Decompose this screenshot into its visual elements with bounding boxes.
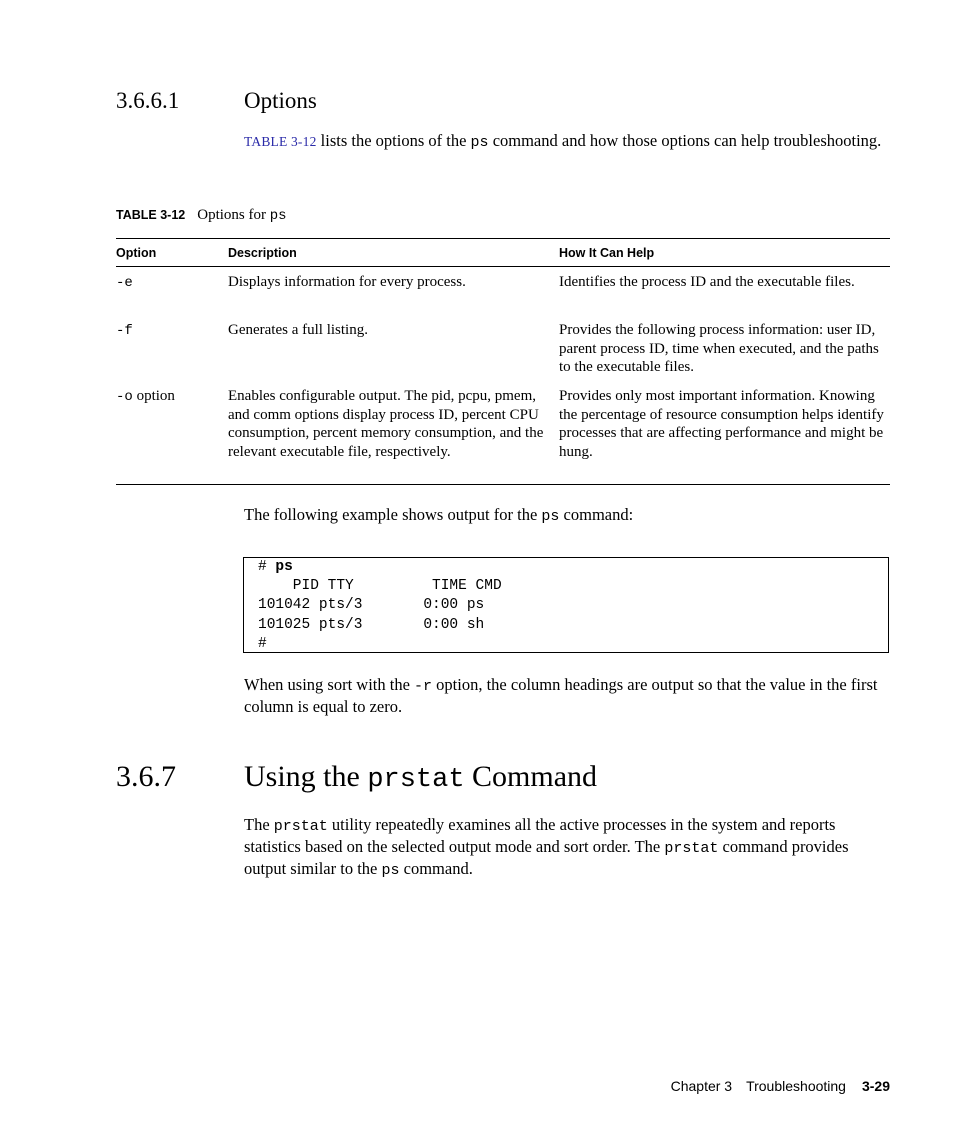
- table-top-rule: [116, 238, 890, 239]
- table-row-help: Provides the following process information: user ID, parent process ID, time when executed, and the paths to the executable files.: [559, 322, 879, 375]
- table-row-help: Provides only most important information. Knowing the percentage of resource consumption helps identify processes that are affecting performance and might be hung.: [559, 388, 884, 460]
- page-footer: [671, 1078, 890, 1094]
- table-row-description: Displays information for every process.: [228, 274, 466, 290]
- inline-code: ps: [470, 134, 489, 151]
- page-number: 3-29: [861, 1078, 890, 1094]
- code-line: #: [258, 636, 267, 652]
- table-row-description: Generates a full listing.: [228, 322, 368, 338]
- code-line: 101042 pts/3 0:00 ps: [258, 597, 485, 613]
- column-header-description: Description: [228, 246, 297, 260]
- sort-note-paragraph: When using sort with the -r option, the column headings are output so that the value in the first column is equal to zero.: [244, 675, 878, 716]
- section-title: Options: [244, 88, 317, 113]
- prstat-paragraph: The prstat utility repeatedly examines all the active processes in the system and reports statistics based on the selected output mode and sort order. The prstat command provides output similar to the ps command.: [244, 815, 849, 879]
- inline-code: ps: [541, 508, 560, 525]
- table-row-option: -e: [116, 275, 133, 291]
- column-header-how-it-can-help: How It Can Help: [559, 246, 655, 260]
- intro-paragraph: TABLE 3-12 lists the options of the ps command and how those options can help troubleshooting.: [244, 131, 882, 151]
- table-row-option: -o option: [116, 388, 175, 405]
- table-reference-link[interactable]: TABLE 3-12: [244, 134, 317, 149]
- code-command: ps: [275, 559, 293, 575]
- inline-code: -r: [414, 678, 433, 695]
- table-caption: TABLE 3-12 Options for ps: [116, 207, 287, 224]
- code-line: 101025 pts/3 0:00 sh: [258, 617, 485, 633]
- footer-section: Troubleshooting: [746, 1078, 846, 1094]
- example-intro-paragraph: The following example shows output for the ps command:: [244, 505, 634, 525]
- section-number: 3.6.6.1: [116, 88, 180, 113]
- footer-chapter: Chapter 3: [670, 1078, 733, 1094]
- table-row-option: -f: [116, 323, 133, 339]
- code-example-box: [243, 557, 889, 653]
- section-number: 3.6.7: [116, 760, 176, 793]
- table-label: TABLE 3-12: [116, 208, 186, 222]
- table-header-rule: [116, 266, 890, 267]
- code-line: PID TTY TIME CMD: [258, 578, 502, 594]
- table-row-help: Identifies the process ID and the executable files.: [559, 274, 855, 290]
- code-line-prompt: # ps: [258, 559, 293, 575]
- table-row-description: Enables configurable output. The pid, pcpu, pmem, and comm options display process ID, percent CPU consumption, percent memory consumption, and the relevant executable file, respectively.: [228, 388, 544, 460]
- column-header-option: Option: [116, 246, 157, 260]
- table-bottom-rule: [116, 484, 890, 485]
- section-title: Using the prstat Command: [244, 760, 598, 795]
